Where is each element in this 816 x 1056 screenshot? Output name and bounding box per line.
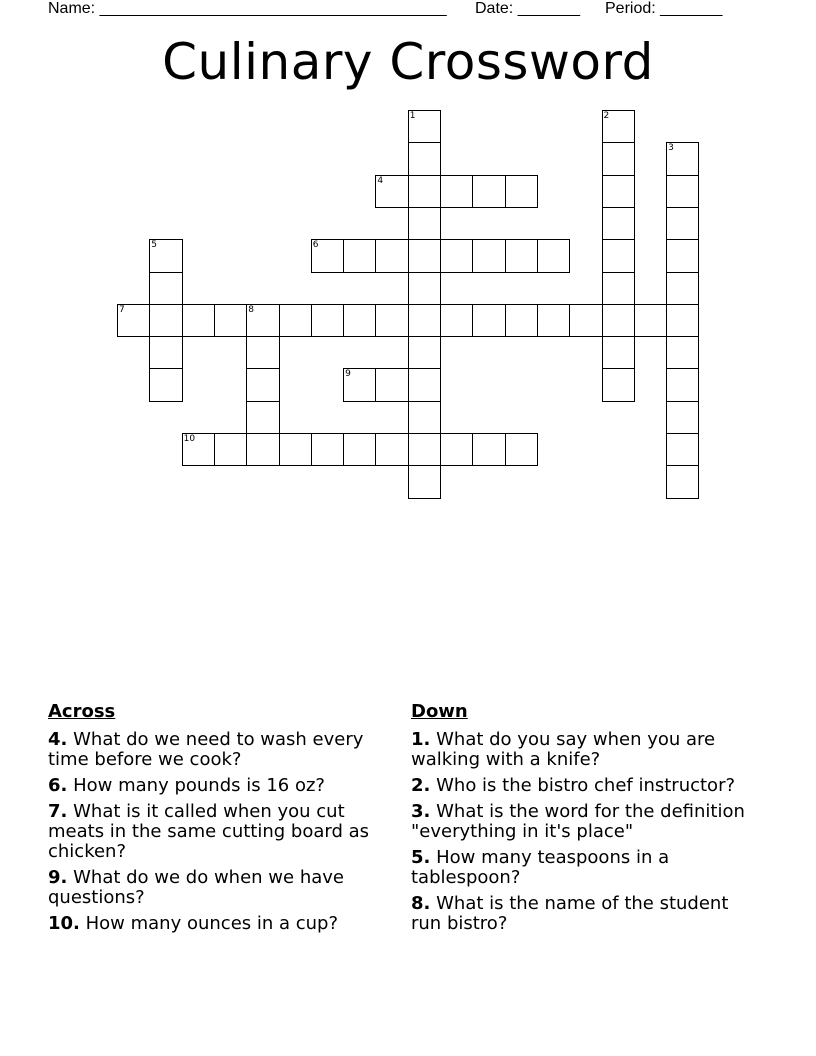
clue-item <box>411 848 751 888</box>
grid-cell[interactable] <box>149 304 182 337</box>
grid-cell[interactable] <box>117 304 150 337</box>
across-clues <box>48 702 388 940</box>
grid-cell[interactable] <box>246 304 279 337</box>
clue-text: What is the word for the definition "everything in it's place" <box>411 801 745 842</box>
crossword-grid <box>0 0 816 520</box>
grid-cell[interactable] <box>602 272 635 305</box>
clue-number: 9. <box>48 867 68 888</box>
across-heading: Across <box>48 701 116 722</box>
grid-cell[interactable] <box>375 368 408 401</box>
clue-item <box>411 894 751 934</box>
cell-number: 5 <box>151 240 158 251</box>
clue-number: 5. <box>411 847 431 868</box>
grid-cell[interactable] <box>472 433 505 466</box>
grid-cell[interactable] <box>505 304 538 337</box>
grid-cell[interactable] <box>602 368 635 401</box>
grid-cell[interactable] <box>602 336 635 369</box>
grid-cell[interactable] <box>537 304 570 337</box>
grid-cell[interactable] <box>666 368 699 401</box>
grid-cell[interactable] <box>246 401 279 434</box>
grid-cell[interactable] <box>149 368 182 401</box>
clue-text: How many ounces in a cup? <box>85 913 339 934</box>
clue-item <box>411 776 751 796</box>
clue-item <box>48 730 388 770</box>
clue-number: 6. <box>48 775 68 796</box>
grid-cell[interactable] <box>149 336 182 369</box>
clue-item <box>411 802 751 842</box>
clue-item <box>48 802 388 862</box>
grid-cell[interactable] <box>214 433 247 466</box>
grid-cell[interactable] <box>472 304 505 337</box>
grid-cell[interactable] <box>149 272 182 305</box>
grid-cell[interactable] <box>440 304 473 337</box>
clue-number: 10. <box>48 913 80 934</box>
grid-cell[interactable] <box>343 304 376 337</box>
clue-text: What do we need to wash every time before we cook? <box>48 729 364 770</box>
grid-cell[interactable] <box>408 336 441 369</box>
grid-cell[interactable] <box>602 142 635 175</box>
clue-item <box>48 914 388 934</box>
cell-number: 10 <box>183 434 196 444</box>
grid-cell[interactable] <box>666 465 699 498</box>
grid-cell[interactable] <box>505 239 538 272</box>
clue-number: 2. <box>411 775 431 796</box>
grid-cell[interactable] <box>408 110 441 143</box>
grid-cell[interactable] <box>408 272 441 305</box>
down-heading: Down <box>411 701 468 722</box>
clue-item <box>48 776 388 796</box>
clue-text: Who is the bistro chef instructor? <box>436 775 736 796</box>
grid-cell[interactable] <box>246 368 279 401</box>
cell-number: 9 <box>345 369 351 380</box>
grid-cell[interactable] <box>343 368 376 401</box>
clue-text: How many pounds is 16 oz? <box>73 775 325 796</box>
grid-cell[interactable] <box>408 207 441 240</box>
cell-number: 7 <box>119 304 125 315</box>
grid-cell[interactable] <box>440 433 473 466</box>
grid-cell[interactable] <box>408 304 441 337</box>
grid-cell[interactable] <box>408 175 441 208</box>
grid-cell[interactable] <box>602 110 635 143</box>
clue-text: What do you say when you are walking with a knife? <box>411 729 716 770</box>
grid-cell[interactable] <box>375 239 408 272</box>
grid-cell[interactable] <box>666 142 699 175</box>
grid-cell[interactable] <box>408 142 441 175</box>
grid-cell[interactable] <box>375 433 408 466</box>
grid-cell[interactable] <box>666 304 699 337</box>
grid-cell[interactable] <box>602 304 635 337</box>
clue-number: 1. <box>411 729 431 750</box>
grid-cell[interactable] <box>505 175 538 208</box>
cell-number: 8 <box>248 304 254 315</box>
grid-cell[interactable] <box>537 239 570 272</box>
cell-number: 6 <box>312 240 319 251</box>
date-field[interactable]: Date: _______ <box>475 0 580 17</box>
grid-cell[interactable] <box>666 239 699 272</box>
grid-cell[interactable] <box>408 401 441 434</box>
grid-cell[interactable] <box>343 433 376 466</box>
grid-cell[interactable] <box>311 239 344 272</box>
grid-cell[interactable] <box>311 433 344 466</box>
clue-text: What do we do when we have questions? <box>48 867 344 908</box>
grid-cell[interactable] <box>214 304 247 337</box>
grid-cell[interactable] <box>375 304 408 337</box>
clue-text: How many teaspoons in a tablespoon? <box>411 847 670 888</box>
grid-cell[interactable] <box>279 433 312 466</box>
grid-cell[interactable] <box>666 433 699 466</box>
grid-cell[interactable] <box>408 239 441 272</box>
grid-cell[interactable] <box>472 175 505 208</box>
grid-cell[interactable] <box>505 433 538 466</box>
cell-number: 4 <box>377 175 384 186</box>
grid-cell[interactable] <box>182 433 215 466</box>
period-field[interactable]: Period: _______ <box>605 0 723 17</box>
grid-cell[interactable] <box>440 175 473 208</box>
grid-cell[interactable] <box>279 304 312 337</box>
grid-cell[interactable] <box>311 304 344 337</box>
down-clues <box>411 702 751 940</box>
page-title: Culinary Crossword <box>162 33 654 91</box>
grid-cell[interactable] <box>666 207 699 240</box>
clue-number: 3. <box>411 801 431 822</box>
grid-cell[interactable] <box>602 207 635 240</box>
grid-cell[interactable] <box>634 304 667 337</box>
grid-cell[interactable] <box>408 433 441 466</box>
grid-cell[interactable] <box>246 336 279 369</box>
cell-number: 2 <box>603 111 610 121</box>
grid-cell[interactable] <box>666 272 699 305</box>
clue-number: 7. <box>48 801 68 822</box>
grid-cell[interactable] <box>472 239 505 272</box>
grid-cell[interactable] <box>375 175 408 208</box>
clue-number: 4. <box>48 729 68 750</box>
grid-cell[interactable] <box>666 401 699 434</box>
grid-cell[interactable] <box>182 304 215 337</box>
grid-cell[interactable] <box>408 368 441 401</box>
clue-text: What is it called when you cut meats in the same cutting board as chicken? <box>48 801 370 862</box>
grid-cell[interactable] <box>343 239 376 272</box>
grid-cell[interactable] <box>602 175 635 208</box>
cell-number: 1 <box>409 111 416 121</box>
grid-cell[interactable] <box>666 175 699 208</box>
clue-item <box>48 868 388 908</box>
grid-cell[interactable] <box>408 465 441 498</box>
grid-cell[interactable] <box>246 433 279 466</box>
grid-cell[interactable] <box>440 239 473 272</box>
grid-cell[interactable] <box>602 239 635 272</box>
grid-cell[interactable] <box>666 336 699 369</box>
clue-number: 8. <box>411 893 431 914</box>
clue-text: What is the name of the student run bistro? <box>411 893 729 934</box>
grid-cell[interactable] <box>149 239 182 272</box>
clue-item <box>411 730 751 770</box>
cell-number: 3 <box>668 143 674 154</box>
grid-cell[interactable] <box>569 304 602 337</box>
name-field[interactable]: Name: _______________________________________ <box>48 0 447 17</box>
